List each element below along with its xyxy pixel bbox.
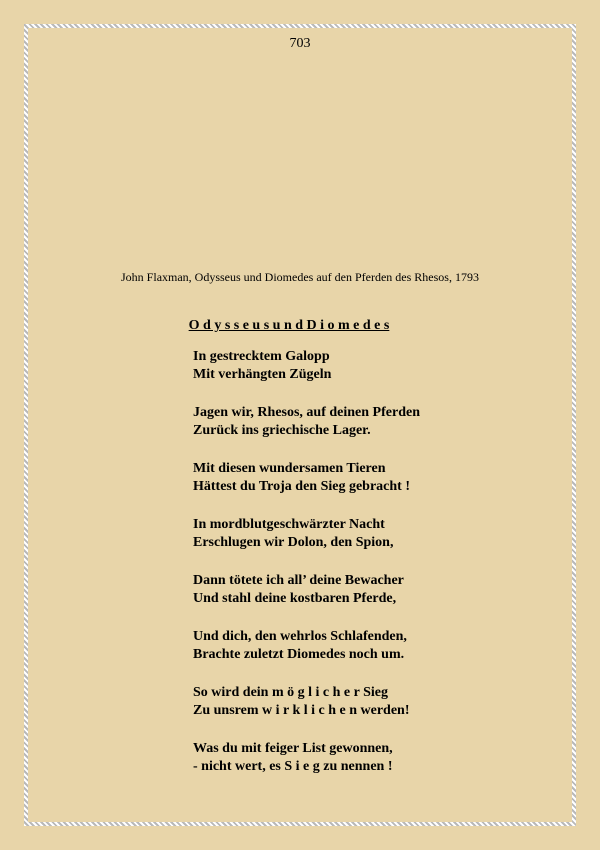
poem-line: Mit verhängten Zügeln (193, 367, 332, 382)
poem-line: - nicht wert, es S i e g zu nennen ! (193, 759, 393, 774)
poem-title: O d y s s e u s u n d D i o m e d e s (188, 318, 390, 333)
stanza-6 (193, 628, 523, 664)
stanza-2 (193, 404, 523, 440)
poem-line: Hättest du Troja den Sieg gebracht ! (193, 479, 410, 494)
stanza-5 (193, 572, 523, 608)
page-number: 703 (289, 36, 311, 51)
poem-line: Brachte zuletzt Diomedes noch um. (193, 647, 405, 662)
poem-line: In mordblutgeschwärzter Nacht (193, 517, 385, 532)
poem-line: Zurück ins griechische Lager. (193, 423, 371, 438)
stanza-7 (193, 684, 523, 720)
stanza-3 (193, 460, 523, 496)
poem-line: Was du mit feiger List gewonnen, (193, 741, 393, 756)
stanza-1 (193, 348, 523, 384)
poem-line: Zu unsrem w i r k l i c h e n werden! (193, 703, 410, 718)
poem-line: Und stahl deine kostbaren Pferde, (193, 591, 397, 606)
poem-line: Und dich, den wehrlos Schlafenden, (193, 629, 407, 644)
image-caption: John Flaxman, Odysseus und Diomedes auf den Pferden des Rhesos, 1793 (121, 270, 479, 284)
stanza-8 (193, 740, 523, 776)
poem-line: In gestrecktem Galopp (193, 349, 330, 364)
poem (188, 318, 523, 796)
poem-line: So wird dein m ö g l i c h e r Sieg (193, 685, 388, 700)
poem-line: Jagen wir, Rhesos, auf deinen Pferden (193, 405, 420, 420)
poem-line: Mit diesen wundersamen Tieren (193, 461, 386, 476)
poem-line: Dann tötete ich all’ deine Bewacher (193, 573, 404, 588)
poem-line: Erschlugen wir Dolon, den Spion, (193, 535, 394, 550)
stanza-4 (193, 516, 523, 552)
